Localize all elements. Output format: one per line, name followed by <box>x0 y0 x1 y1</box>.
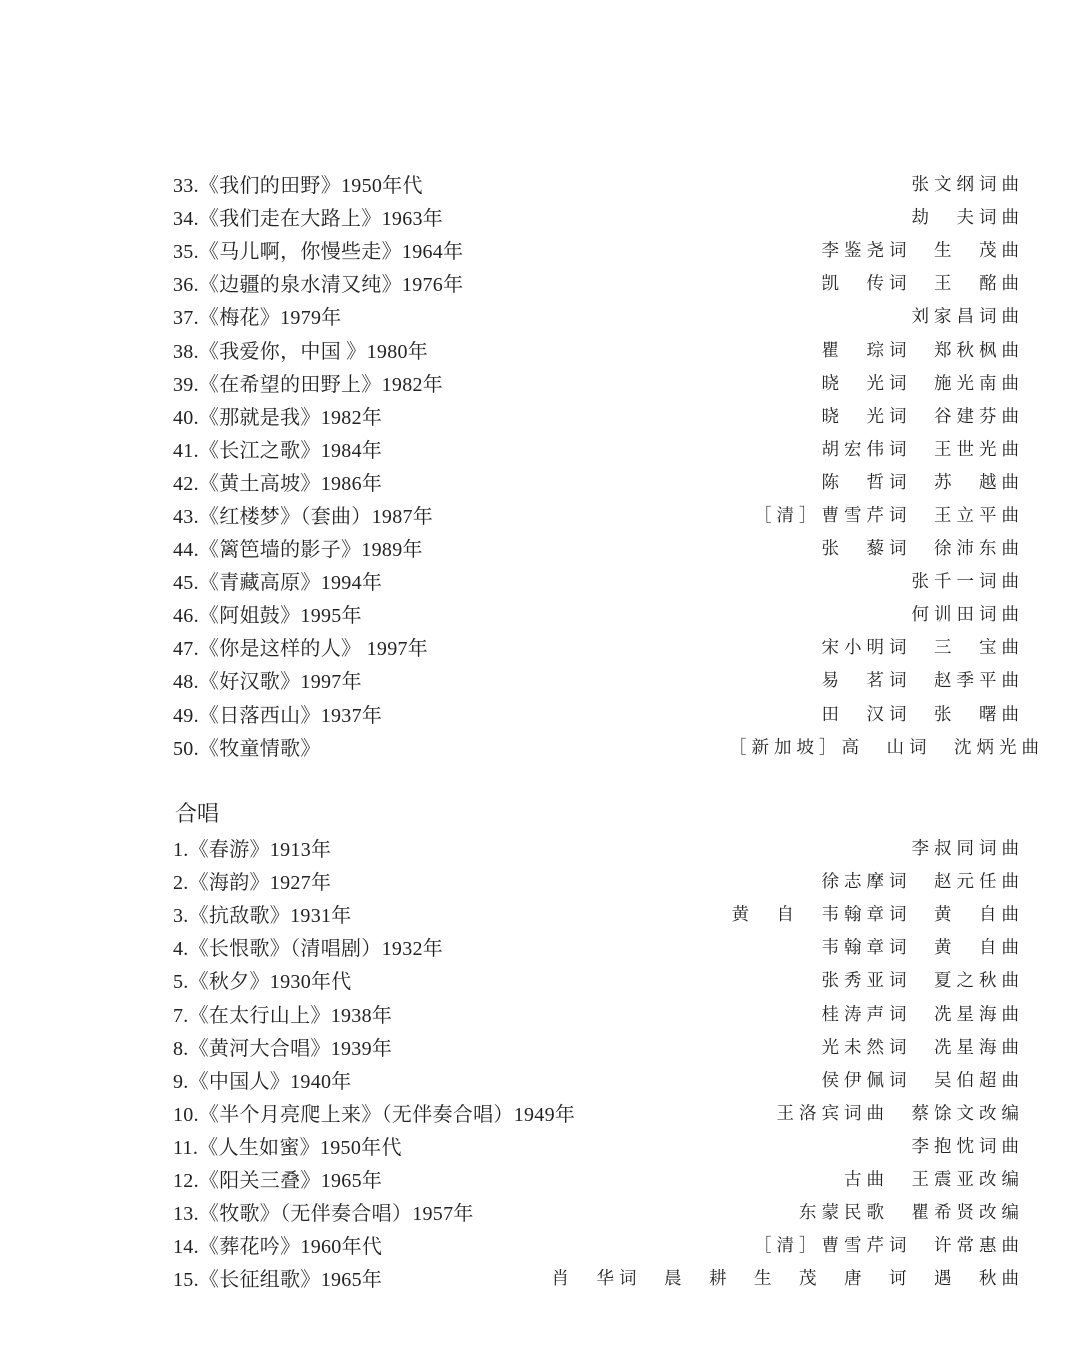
song-title: 9.《中国人》1940年 <box>173 1070 352 1093</box>
song-title: 34.《我们走在大路上》1963年 <box>173 208 444 231</box>
list-item <box>173 498 1024 531</box>
list-item <box>173 233 1024 266</box>
list-item <box>173 299 1024 332</box>
song-credit: 宋小明词 三 宝曲 <box>821 638 1024 659</box>
list-item <box>173 167 1024 200</box>
song-title: 49.《日落西山》1937年 <box>173 704 383 727</box>
song-title: 14.《葬花吟》1960年代 <box>173 1236 383 1259</box>
song-title: 36.《边疆的泉水清又纯》1976年 <box>173 274 464 297</box>
song-title: 10.《半个月亮爬上来》（无伴奏合唱）1949年 <box>173 1103 576 1126</box>
section-heading-choir: 合唱 <box>175 802 220 827</box>
song-title: 8.《黄河大合唱》1939年 <box>173 1037 393 1060</box>
list-item <box>173 366 1024 399</box>
list-item <box>173 531 1024 564</box>
list-item <box>173 399 1024 432</box>
song-credit: ［清］曹雪芹词 王立平曲 <box>754 505 1024 526</box>
song-credit: 易 茗词 赵季平曲 <box>821 671 1024 692</box>
list-item <box>173 730 1044 763</box>
song-title: 40.《那就是我》1982年 <box>173 406 383 429</box>
list-item <box>173 996 1024 1029</box>
song-credit: 李叔同词曲 <box>911 839 1024 860</box>
song-title: 13.《牧歌》（无伴奏合唱）1957年 <box>173 1203 474 1226</box>
song-title: 7.《在太行山上》1938年 <box>173 1004 393 1027</box>
song-title: 2.《海韵》1927年 <box>173 872 332 895</box>
list-item <box>173 564 1024 597</box>
song-title: 48.《好汉歌》1997年 <box>173 671 362 694</box>
list-item <box>173 1195 1024 1228</box>
song-credit: 田 汉词 张 曙曲 <box>821 704 1024 725</box>
song-credit: 古曲 王震亚改编 <box>844 1169 1024 1190</box>
list-item <box>173 864 1024 897</box>
song-title: 15.《长征组歌》1965年 <box>173 1269 383 1292</box>
song-credit: 韦翰章词 黄 自曲 <box>821 938 1024 959</box>
song-title: 33.《我们的田野》1950年代 <box>173 175 423 198</box>
list-item <box>173 465 1024 498</box>
song-credit: 陈 哲词 苏 越曲 <box>821 472 1024 493</box>
song-title: 50.《牧童情歌》 <box>173 737 321 760</box>
list-item <box>173 332 1024 365</box>
song-title: 37.《梅花》1979年 <box>173 307 342 330</box>
list-item <box>173 897 1024 930</box>
song-credit: 光未然词 冼星海曲 <box>821 1037 1024 1058</box>
song-title: 11.《人生如蜜》1950年代 <box>173 1136 402 1159</box>
song-credit: 王洛宾词曲 蔡馀文改编 <box>776 1103 1024 1124</box>
list-item <box>173 831 1024 864</box>
song-credit: 东蒙民歌 瞿希贤改编 <box>799 1203 1024 1224</box>
list-item <box>173 1261 1024 1294</box>
song-credit: 刘家昌词曲 <box>911 307 1024 328</box>
song-credit: 李鉴尧词 生 茂曲 <box>821 241 1024 262</box>
list-item <box>173 200 1024 233</box>
list-item <box>173 266 1024 299</box>
song-title: 38.《我爱你，中国 》1980年 <box>173 340 429 363</box>
song-title: 35.《马儿啊，你慢些走》1964年 <box>173 241 464 264</box>
song-title: 12.《阳关三叠》1965年 <box>173 1169 383 1192</box>
list-item <box>173 930 1024 963</box>
list-item <box>173 630 1024 663</box>
list-item <box>173 1162 1024 1195</box>
song-credit: 徐志摩词 赵元任曲 <box>821 872 1024 893</box>
song-credit: 肖 华词 晨 耕 生 茂 唐 诃 遇 秋曲 <box>551 1269 1024 1290</box>
song-credit: 瞿 琮词 郑秋枫曲 <box>821 340 1024 361</box>
song-credit: 晓 光词 施光南曲 <box>821 373 1024 394</box>
song-title: 46.《阿姐鼓》1995年 <box>173 605 362 628</box>
song-credit: 张 藜词 徐沛东曲 <box>821 539 1024 560</box>
song-title: 44.《篱笆墙的影子》1989年 <box>173 539 423 562</box>
list-item <box>173 1096 1024 1129</box>
song-title: 47.《你是这样的人》 1997年 <box>173 638 429 661</box>
list-item <box>173 663 1024 696</box>
song-credit: ［清］曹雪芹词 许常惠曲 <box>754 1236 1024 1257</box>
song-credit: 劫 夫词曲 <box>911 208 1024 229</box>
song-credit: 桂涛声词 冼星海曲 <box>821 1004 1024 1025</box>
song-credit: 张千一词曲 <box>911 572 1024 593</box>
solo-song-list <box>173 167 1044 763</box>
song-title: 41.《长江之歌》1984年 <box>173 439 383 462</box>
song-title: 3.《抗敌歌》1931年 <box>173 905 352 928</box>
song-credit: ［新加坡］高 山词 沈炳光曲 <box>729 737 1044 758</box>
song-credit: 凯 传词 王 酩曲 <box>821 274 1024 295</box>
song-credit: 晓 光词 谷建芬曲 <box>821 406 1024 427</box>
song-title: 4.《长恨歌》（清唱剧）1932年 <box>173 938 444 961</box>
song-title: 43.《红楼梦》（套曲）1987年 <box>173 505 434 528</box>
list-item <box>173 1228 1024 1261</box>
list-item <box>173 697 1024 730</box>
song-title: 1.《春游》1913年 <box>173 839 332 862</box>
song-credit: 张文纲词曲 <box>911 175 1024 196</box>
song-credit: 何训田词曲 <box>911 605 1024 626</box>
choir-song-list <box>173 831 1024 1294</box>
list-item <box>173 432 1024 465</box>
list-item <box>173 597 1024 630</box>
song-title: 42.《黄土高坡》1986年 <box>173 472 383 495</box>
list-item <box>173 1063 1024 1096</box>
list-item <box>173 963 1024 996</box>
song-credit: 侯伊佩词 吴伯超曲 <box>821 1070 1024 1091</box>
list-item <box>173 1129 1024 1162</box>
song-credit: 黄 自 韦翰章词 黄 自曲 <box>731 905 1024 926</box>
song-title: 5.《秋夕》1930年代 <box>173 971 352 994</box>
song-title: 39.《在希望的田野上》1982年 <box>173 373 444 396</box>
song-credit: 胡宏伟词 王世光曲 <box>821 439 1024 460</box>
song-credit: 李抱忱词曲 <box>911 1136 1024 1157</box>
song-credit: 张秀亚词 夏之秋曲 <box>821 971 1024 992</box>
list-item <box>173 1030 1024 1063</box>
song-title: 45.《青藏高原》1994年 <box>173 572 383 595</box>
